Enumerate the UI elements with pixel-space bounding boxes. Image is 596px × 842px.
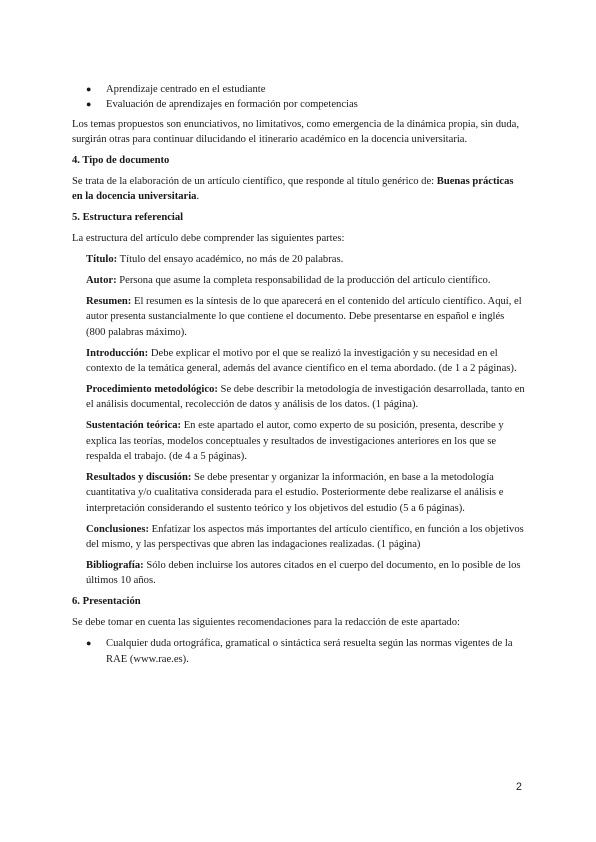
section-6-heading: 6. Presentación [72, 596, 141, 608]
section-4-paragraph [72, 174, 526, 205]
structure-item-label: Título: [86, 254, 118, 266]
list-item [72, 82, 526, 97]
structure-item-label: Resumen: [86, 295, 132, 307]
section-4-title-bold: Buenas prácticas en la docencia universitaria [72, 176, 514, 203]
structure-item-autor [72, 273, 526, 288]
page-number: 2 [516, 781, 522, 793]
page-content [72, 82, 526, 671]
section-4-text-end: . [196, 191, 200, 203]
structure-item-text: El resumen es la síntesis de lo que aparecerá en el contenido del artículo científico. Aquí, el autor presenta sustancialmente lo que contiene el documento. Debe presentarse en español e inglés (800 palabras máximo). [86, 295, 522, 338]
list-item-text: Cualquier duda ortográfica, gramatical o sintáctica será resuelta según las normas vigentes de la RAE (www.rae.es). [106, 638, 513, 665]
structure-item-resultados [72, 470, 526, 516]
list-item-text: Evaluación de aprendizajes en formación por competencias [106, 99, 358, 111]
section-5-intro: La estructura del artículo debe comprender las siguientes partes: [72, 233, 345, 245]
list-item-text: Aprendizaje centrado en el estudiante [106, 84, 266, 95]
section-4-text: Se trata de la elaboración de un artículo científico, que responde al título genérico de: [72, 176, 437, 188]
structure-item-text: Título del ensayo académico, no más de 20 palabras. [117, 254, 344, 266]
structure-item-text: Se debe describir la metodología de investigación desarrollada, tanto en el análisis documental, recolección de datos y análisis de los datos. (1 página). [86, 384, 525, 411]
structure-item-label: Sustentación teórica: [86, 420, 182, 432]
structure-item-resumen [72, 294, 526, 340]
structure-item-text: Sólo deben incluirse los autores citados en el cuerpo del documento, en lo posible de los últimos 10 años. [86, 560, 521, 587]
bullet-icon: ● [86, 84, 92, 94]
structure-item-label: Resultados y discusión: [86, 472, 192, 484]
section-6-bullet-list [72, 636, 526, 667]
structure-item-procedimiento [72, 382, 526, 413]
structure-item-text: Persona que asume la completa responsabilidad de la producción del artículo científico. [116, 275, 491, 287]
section-4-heading: 4. Tipo de documento [72, 155, 170, 167]
structure-item-text: En este apartado el autor, como experto de su posición, presenta, describe y explica las teorías, modelos conceptuales y resultados de investigaciones anteriores en los que se respalda el trabajo. (de 4 a 5 páginas). [86, 420, 504, 463]
structure-item-sustentacion [72, 418, 526, 464]
structure-item-label: Bibliografía: [86, 560, 144, 572]
section-6-intro: Se debe tomar en cuenta las siguientes recomendaciones para la redacción de este apartado: [72, 617, 460, 629]
structure-item-conclusiones [72, 522, 526, 553]
bullet-icon: ● [86, 99, 92, 110]
list-item [72, 636, 526, 667]
structure-item-bibliografia [72, 558, 526, 589]
list-item [72, 97, 526, 112]
structure-item-label: Introducción: [86, 347, 149, 359]
section-5-heading: 5. Estructura referencial [72, 212, 184, 224]
structure-item-introduccion [72, 346, 526, 377]
structure-item-text: Debe explicar el motivo por el que se realizó la investigación y su necesidad en el contexto de la temática general, además del avance científico en el tema abordado. (de 1 a 2 páginas). [86, 347, 517, 375]
intro-bullet-list [72, 82, 526, 113]
structure-item-text: Se debe presentar y organizar la información, en base a la metodología cuantitativa y/o cualitativa considerada para el estudio. Posteriormente debe realizarse el análisis e interpretación considerando el sustento teórico y los objetivos del estudio (5 a 6 páginas). [86, 472, 504, 514]
bullet-icon: ● [86, 638, 92, 649]
structure-item-label: Autor: [86, 275, 117, 287]
intro-paragraph: Los temas propuestos son enunciativos, no limitativos, como emergencia de la dinámica propia, sin duda, surgirán otras para continuar dilucidando el itinerario académico en la docencia universitaria. [72, 118, 519, 146]
structure-item-label: Procedimiento metodológico: [86, 384, 218, 395]
structure-item-titulo [72, 252, 526, 267]
structure-item-label: Conclusiones: [86, 523, 149, 535]
structure-item-text: Enfatizar los aspectos más importantes del artículo científico, en función a los objetivos del mismo, y las perspectivas que abren las indagaciones realizadas. (1 página) [86, 523, 524, 551]
